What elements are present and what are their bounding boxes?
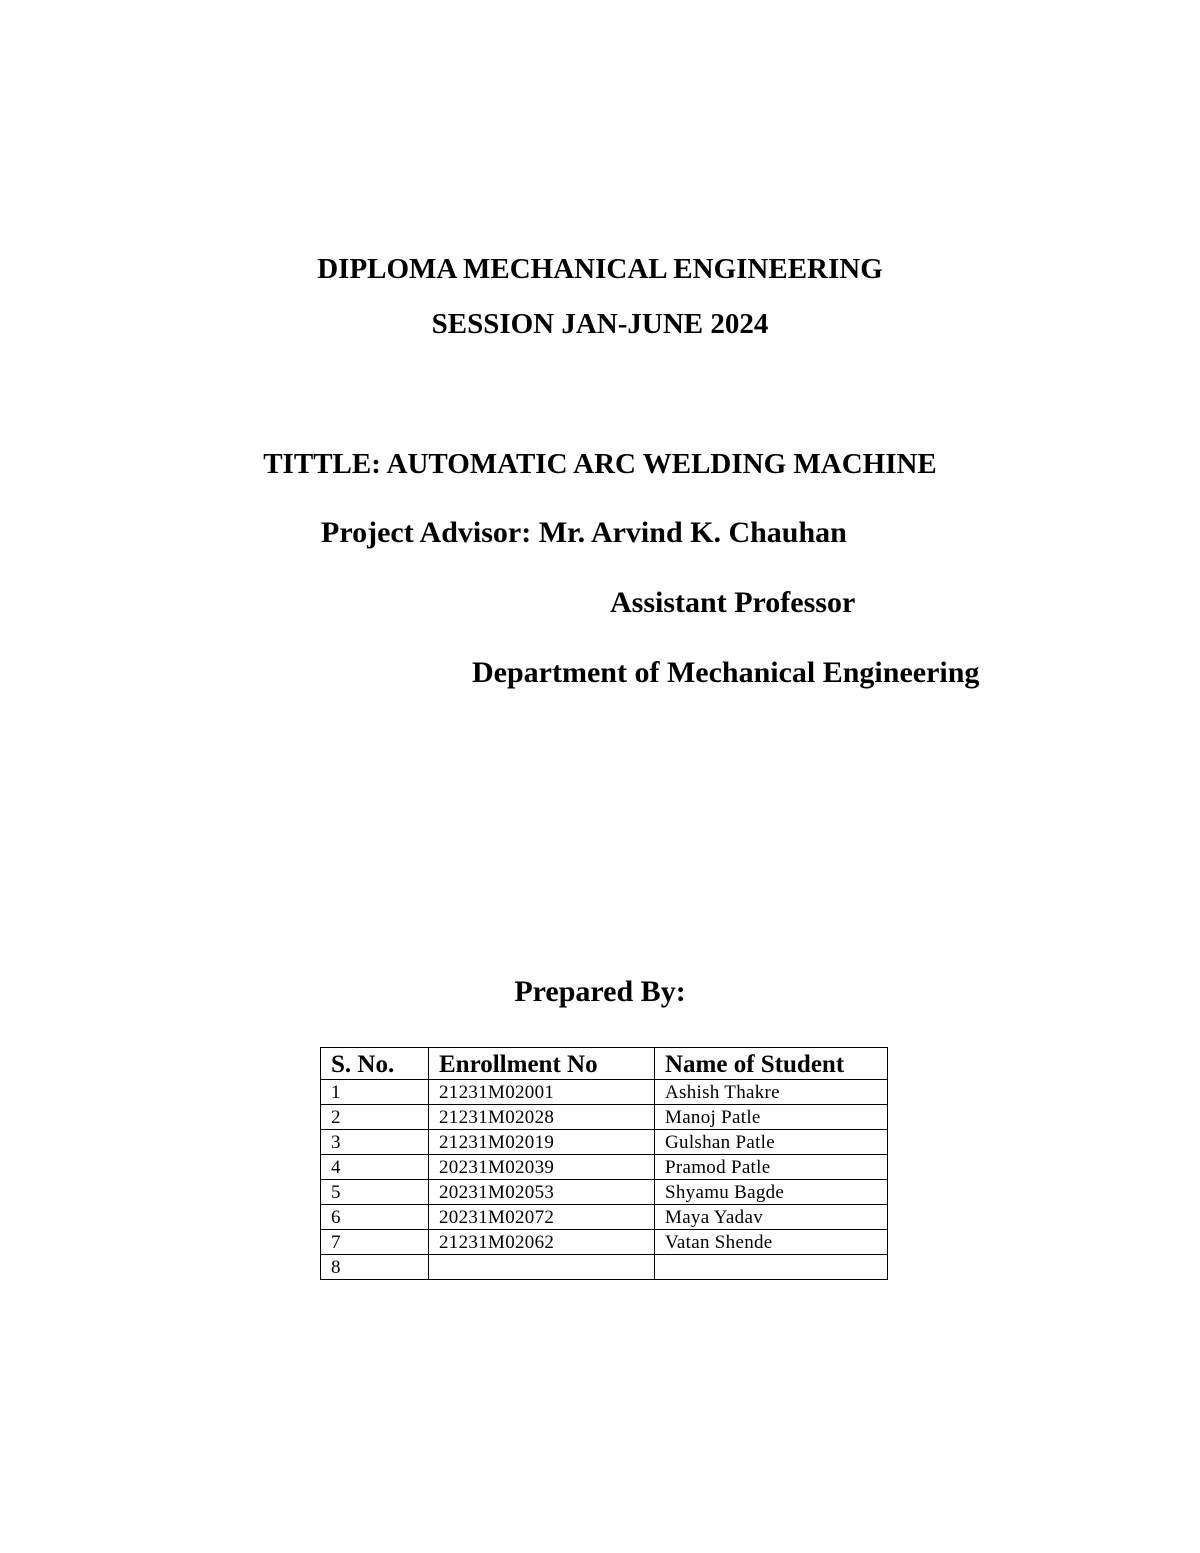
project-title: TITTLE: AUTOMATIC ARC WELDING MACHINE [263,448,937,480]
serial-no-cell: 2 [321,1105,429,1130]
table-row [321,1230,888,1255]
serial-no-cell: 1 [321,1080,429,1105]
prepared-by-label: Prepared By: [514,975,686,1008]
table-row [321,1080,888,1105]
enrollment-no-cell: 21231M02028 [429,1105,655,1130]
student-name-cell: Manoj Patle [655,1105,888,1130]
table-header-row [321,1048,888,1080]
student-name-cell [655,1255,888,1280]
serial-no-cell: 3 [321,1130,429,1155]
enrollment-no-cell: 20231M02072 [429,1205,655,1230]
header-enrollment-no: Enrollment No [429,1048,655,1080]
serial-no-cell: 4 [321,1155,429,1180]
serial-no-cell: 6 [321,1205,429,1230]
advisor-designation: Assistant Professor [610,586,856,619]
table-row [321,1180,888,1205]
serial-no-cell: 7 [321,1230,429,1255]
session-heading: SESSION JAN-JUNE 2024 [431,308,769,340]
header-student-name: Name of Student [655,1048,888,1080]
enrollment-no-cell: 20231M02053 [429,1180,655,1205]
student-name-cell: Gulshan Patle [655,1130,888,1155]
serial-no-cell: 5 [321,1180,429,1205]
student-name-cell: Vatan Shende [655,1230,888,1255]
advisor-department: Department of Mechanical Engineering [472,656,980,689]
table-row [321,1130,888,1155]
table-row [321,1155,888,1180]
serial-no-cell: 8 [321,1255,429,1280]
enrollment-no-cell: 20231M02039 [429,1155,655,1180]
enrollment-no-cell: 21231M02019 [429,1130,655,1155]
students-table [320,1047,888,1280]
enrollment-no-cell: 21231M02001 [429,1080,655,1105]
enrollment-no-cell: 21231M02062 [429,1230,655,1255]
table-row [321,1105,888,1130]
project-advisor: Project Advisor: Mr. Arvind K. Chauhan [321,516,847,549]
student-name-cell: Shyamu Bagde [655,1180,888,1205]
table-row [321,1255,888,1280]
header-serial-no: S. No. [321,1048,429,1080]
student-name-cell: Maya Yadav [655,1205,888,1230]
enrollment-no-cell [429,1255,655,1280]
student-name-cell: Pramod Patle [655,1155,888,1180]
student-name-cell: Ashish Thakre [655,1080,888,1105]
department-heading: DIPLOMA MECHANICAL ENGINEERING [317,253,883,285]
table-row [321,1205,888,1230]
